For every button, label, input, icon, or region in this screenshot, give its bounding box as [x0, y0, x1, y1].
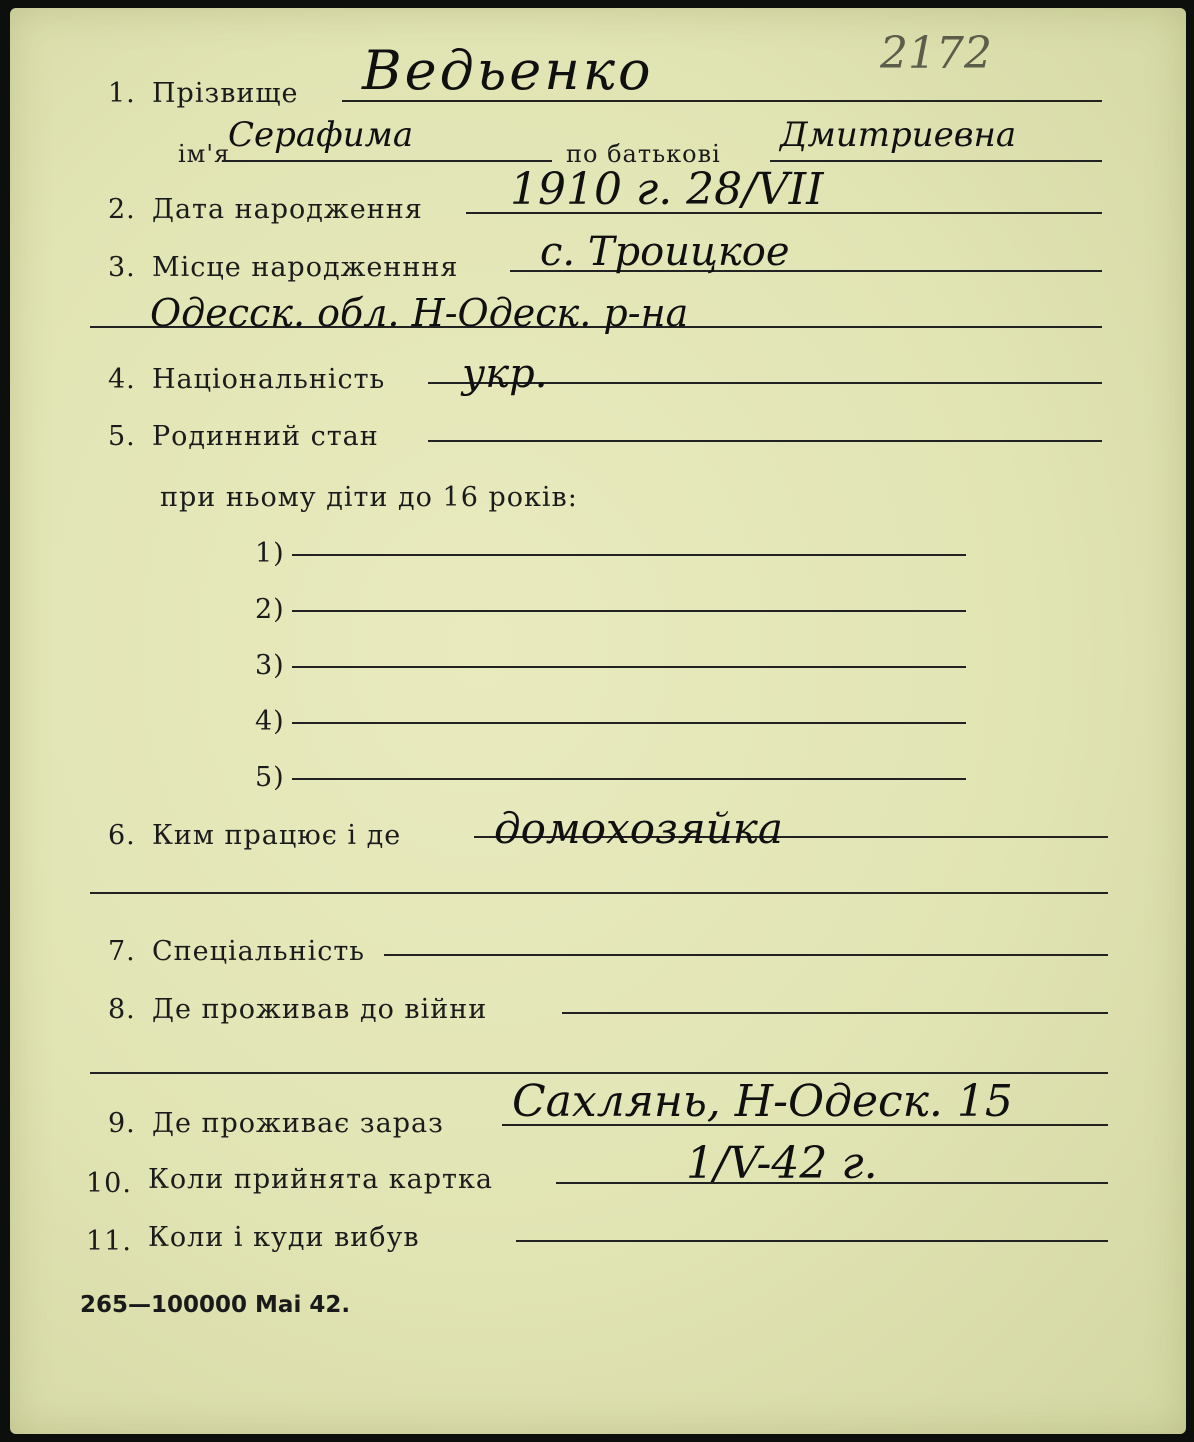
departure-line	[516, 1240, 1108, 1242]
surname-label: Прізвище	[152, 78, 299, 109]
child-4-line	[292, 722, 966, 724]
current-residence-label: Де проживає зараз	[152, 1108, 444, 1139]
field-10-number: 10.	[86, 1168, 132, 1199]
occupation-value: домохозяйка	[494, 804, 783, 853]
departure-label: Коли і куди вибув	[148, 1222, 420, 1253]
archive-number: 2172	[880, 28, 992, 79]
patronymic-label: по батькові	[566, 140, 721, 168]
nationality-label: Національність	[152, 364, 386, 395]
children-label: при ньому діти до 16 років:	[160, 482, 578, 513]
prewar-residence-line-2	[90, 1072, 1108, 1074]
name-line	[222, 160, 552, 162]
birth-place-value: с. Троицкое	[540, 229, 790, 275]
child-5-line	[292, 778, 966, 780]
name-value: Серафима	[228, 115, 414, 155]
child-3-number: 3)	[255, 650, 285, 681]
field-11-number: 11.	[86, 1226, 132, 1257]
patronymic-line	[770, 160, 1102, 162]
prewar-residence-label: Де проживав до війни	[152, 994, 488, 1025]
current-residence-value: Сахлянь, Н-Одеск. 15	[512, 1076, 1013, 1127]
child-4-number: 4)	[255, 706, 285, 737]
specialty-line	[384, 954, 1108, 956]
field-6-number: 6.	[108, 820, 136, 851]
field-9-number: 9.	[108, 1108, 136, 1139]
patronymic-value: Дмитриевна	[780, 115, 1017, 155]
child-5-number: 5)	[255, 762, 285, 793]
specialty-label: Спеціальність	[152, 936, 365, 967]
field-2-number: 2.	[108, 194, 136, 225]
field-3-number: 3.	[108, 252, 136, 283]
birth-date-label: Дата народження	[152, 194, 423, 225]
print-imprint: 265—100000 Mai 42.	[80, 1292, 351, 1318]
marital-status-line	[428, 440, 1102, 442]
child-1-number: 1)	[255, 538, 285, 569]
field-8-number: 8.	[108, 994, 136, 1025]
prewar-residence-line	[562, 1012, 1108, 1014]
field-1-number: 1.	[108, 78, 136, 109]
child-3-line	[292, 666, 966, 668]
card-accepted-label: Коли прийнята картка	[148, 1164, 493, 1195]
child-1-line	[292, 554, 966, 556]
child-2-line	[292, 610, 966, 612]
birth-place-label: Місце народженння	[152, 252, 459, 283]
field-4-number: 4.	[108, 364, 136, 395]
birth-place-value-line2: Одесск. обл. Н-Одеск. р-на	[150, 291, 689, 335]
occupation-line-2	[90, 892, 1108, 894]
marital-status-label: Родинний стан	[152, 421, 379, 452]
birth-date-value: 1910 г. 28/VII	[510, 164, 824, 215]
surname-value: Ведьенко	[362, 39, 654, 102]
field-7-number: 7.	[108, 936, 136, 967]
child-2-number: 2)	[255, 594, 285, 625]
name-label: ім'я	[178, 140, 231, 168]
occupation-label: Ким працює і де	[152, 820, 402, 851]
nationality-value: укр.	[462, 351, 548, 397]
field-5-number: 5.	[108, 421, 136, 452]
card-accepted-value: 1/V-42 г.	[686, 1138, 878, 1189]
